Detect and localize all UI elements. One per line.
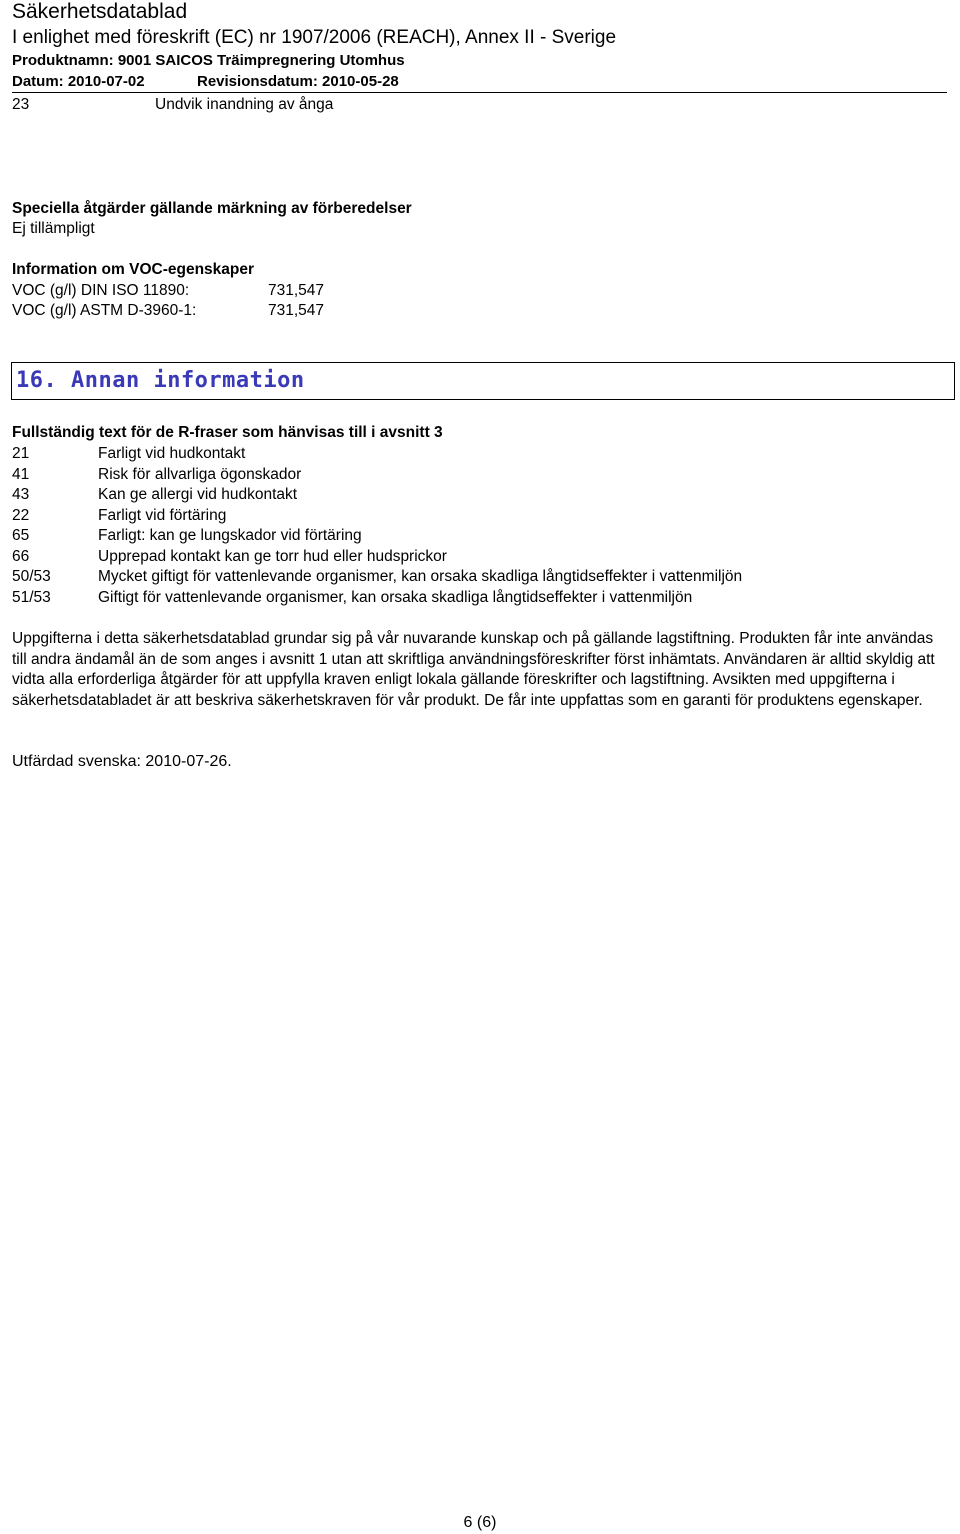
revision-date: Revisionsdatum: 2010-05-28 bbox=[197, 73, 399, 90]
voc-label-2: VOC (g/l) ASTM D-3960-1: bbox=[12, 302, 197, 319]
top-row-text: Undvik inandning av ånga bbox=[155, 96, 334, 113]
rphrase-text: Farligt vid hudkontakt bbox=[98, 445, 246, 462]
rphrase-text: Upprepad kontakt kan ge torr hud eller hudsprickor bbox=[98, 547, 447, 565]
section-16-header bbox=[11, 362, 955, 400]
voc-heading: Information om VOC-egenskaper bbox=[12, 261, 255, 278]
rphrases-list bbox=[0, 445, 960, 615]
document-title: Säkerhetsdatablad bbox=[12, 0, 188, 23]
top-row-code: 23 bbox=[12, 96, 30, 113]
voc-label-1: VOC (g/l) DIN ISO 11890: bbox=[12, 282, 190, 299]
rphrases-heading: Fullständig text för de R-fraser som hänvisas till i avsnitt 3 bbox=[12, 424, 443, 441]
labelling-value: Ej tillämpligt bbox=[12, 220, 95, 237]
rphrase-code: 66 bbox=[12, 547, 30, 565]
rphrase-code: 51/53 bbox=[12, 588, 51, 606]
rphrase-text: Risk för allvarliga ögonskador bbox=[98, 465, 302, 483]
voc-value-2: 731,547 bbox=[268, 302, 325, 319]
disclaimer-paragraph: Uppgifterna i detta säkerhetsdatablad grundar sig på vår nuvarande kunskap och på gällande lagstiftning. Produkten får inte användas till andra ändamål än de som anges i avsnitt 1 utan att skriftliga användningsföreskrifter först inhämtats. Användaren är alltid skyldig att vidta alla erforderliga åtgärder för att uppfylla kraven enligt lokala gällande föreskrifter och lagstiftning. Avsikten med uppgifterna i säkerhetsdatabladet är att beskriva säkerhetskraven för vår produkt. De får inte uppfattas som en garanti för produktens egenskaper. bbox=[12, 630, 935, 709]
rphrase-text: Farligt vid förtäring bbox=[98, 506, 227, 524]
labelling-heading: Speciella åtgärder gällande märkning av förberedelser bbox=[12, 200, 412, 217]
issue-date: Datum: 2010-07-02 bbox=[12, 73, 145, 90]
rphrase-text: Farligt: kan ge lungskador vid förtäring bbox=[98, 527, 362, 544]
section-16-title: 16. Annan information bbox=[16, 368, 305, 393]
rphrase-code: 41 bbox=[12, 465, 30, 483]
header-rule bbox=[12, 92, 947, 93]
page-number: 6 (6) bbox=[463, 1514, 497, 1531]
rphrase-code: 50/53 bbox=[12, 568, 51, 585]
rphrase-code: 65 bbox=[12, 527, 30, 544]
regulation-line: I enlighet med föreskrift (EC) nr 1907/2006 (REACH), Annex II - Sverige bbox=[12, 27, 617, 48]
rphrase-text: Mycket giftigt för vattenlevande organismer, kan orsaka skadliga långtidseffekter i vattenmiljön bbox=[98, 568, 743, 585]
rphrase-code: 43 bbox=[12, 486, 30, 503]
rphrase-code: 21 bbox=[12, 445, 30, 462]
product-name: Produktnamn: 9001 SAICOS Träimpregnering Utomhus bbox=[12, 52, 405, 69]
rphrase-text: Giftigt för vattenlevande organismer, kan orsaka skadliga långtidseffekter i vattenmiljön bbox=[98, 588, 693, 606]
rphrase-text: Kan ge allergi vid hudkontakt bbox=[98, 486, 298, 503]
voc-value-1: 731,547 bbox=[268, 282, 325, 299]
rphrase-code: 22 bbox=[12, 506, 30, 524]
issued-date: Utfärdad svenska: 2010-07-26. bbox=[12, 753, 232, 770]
